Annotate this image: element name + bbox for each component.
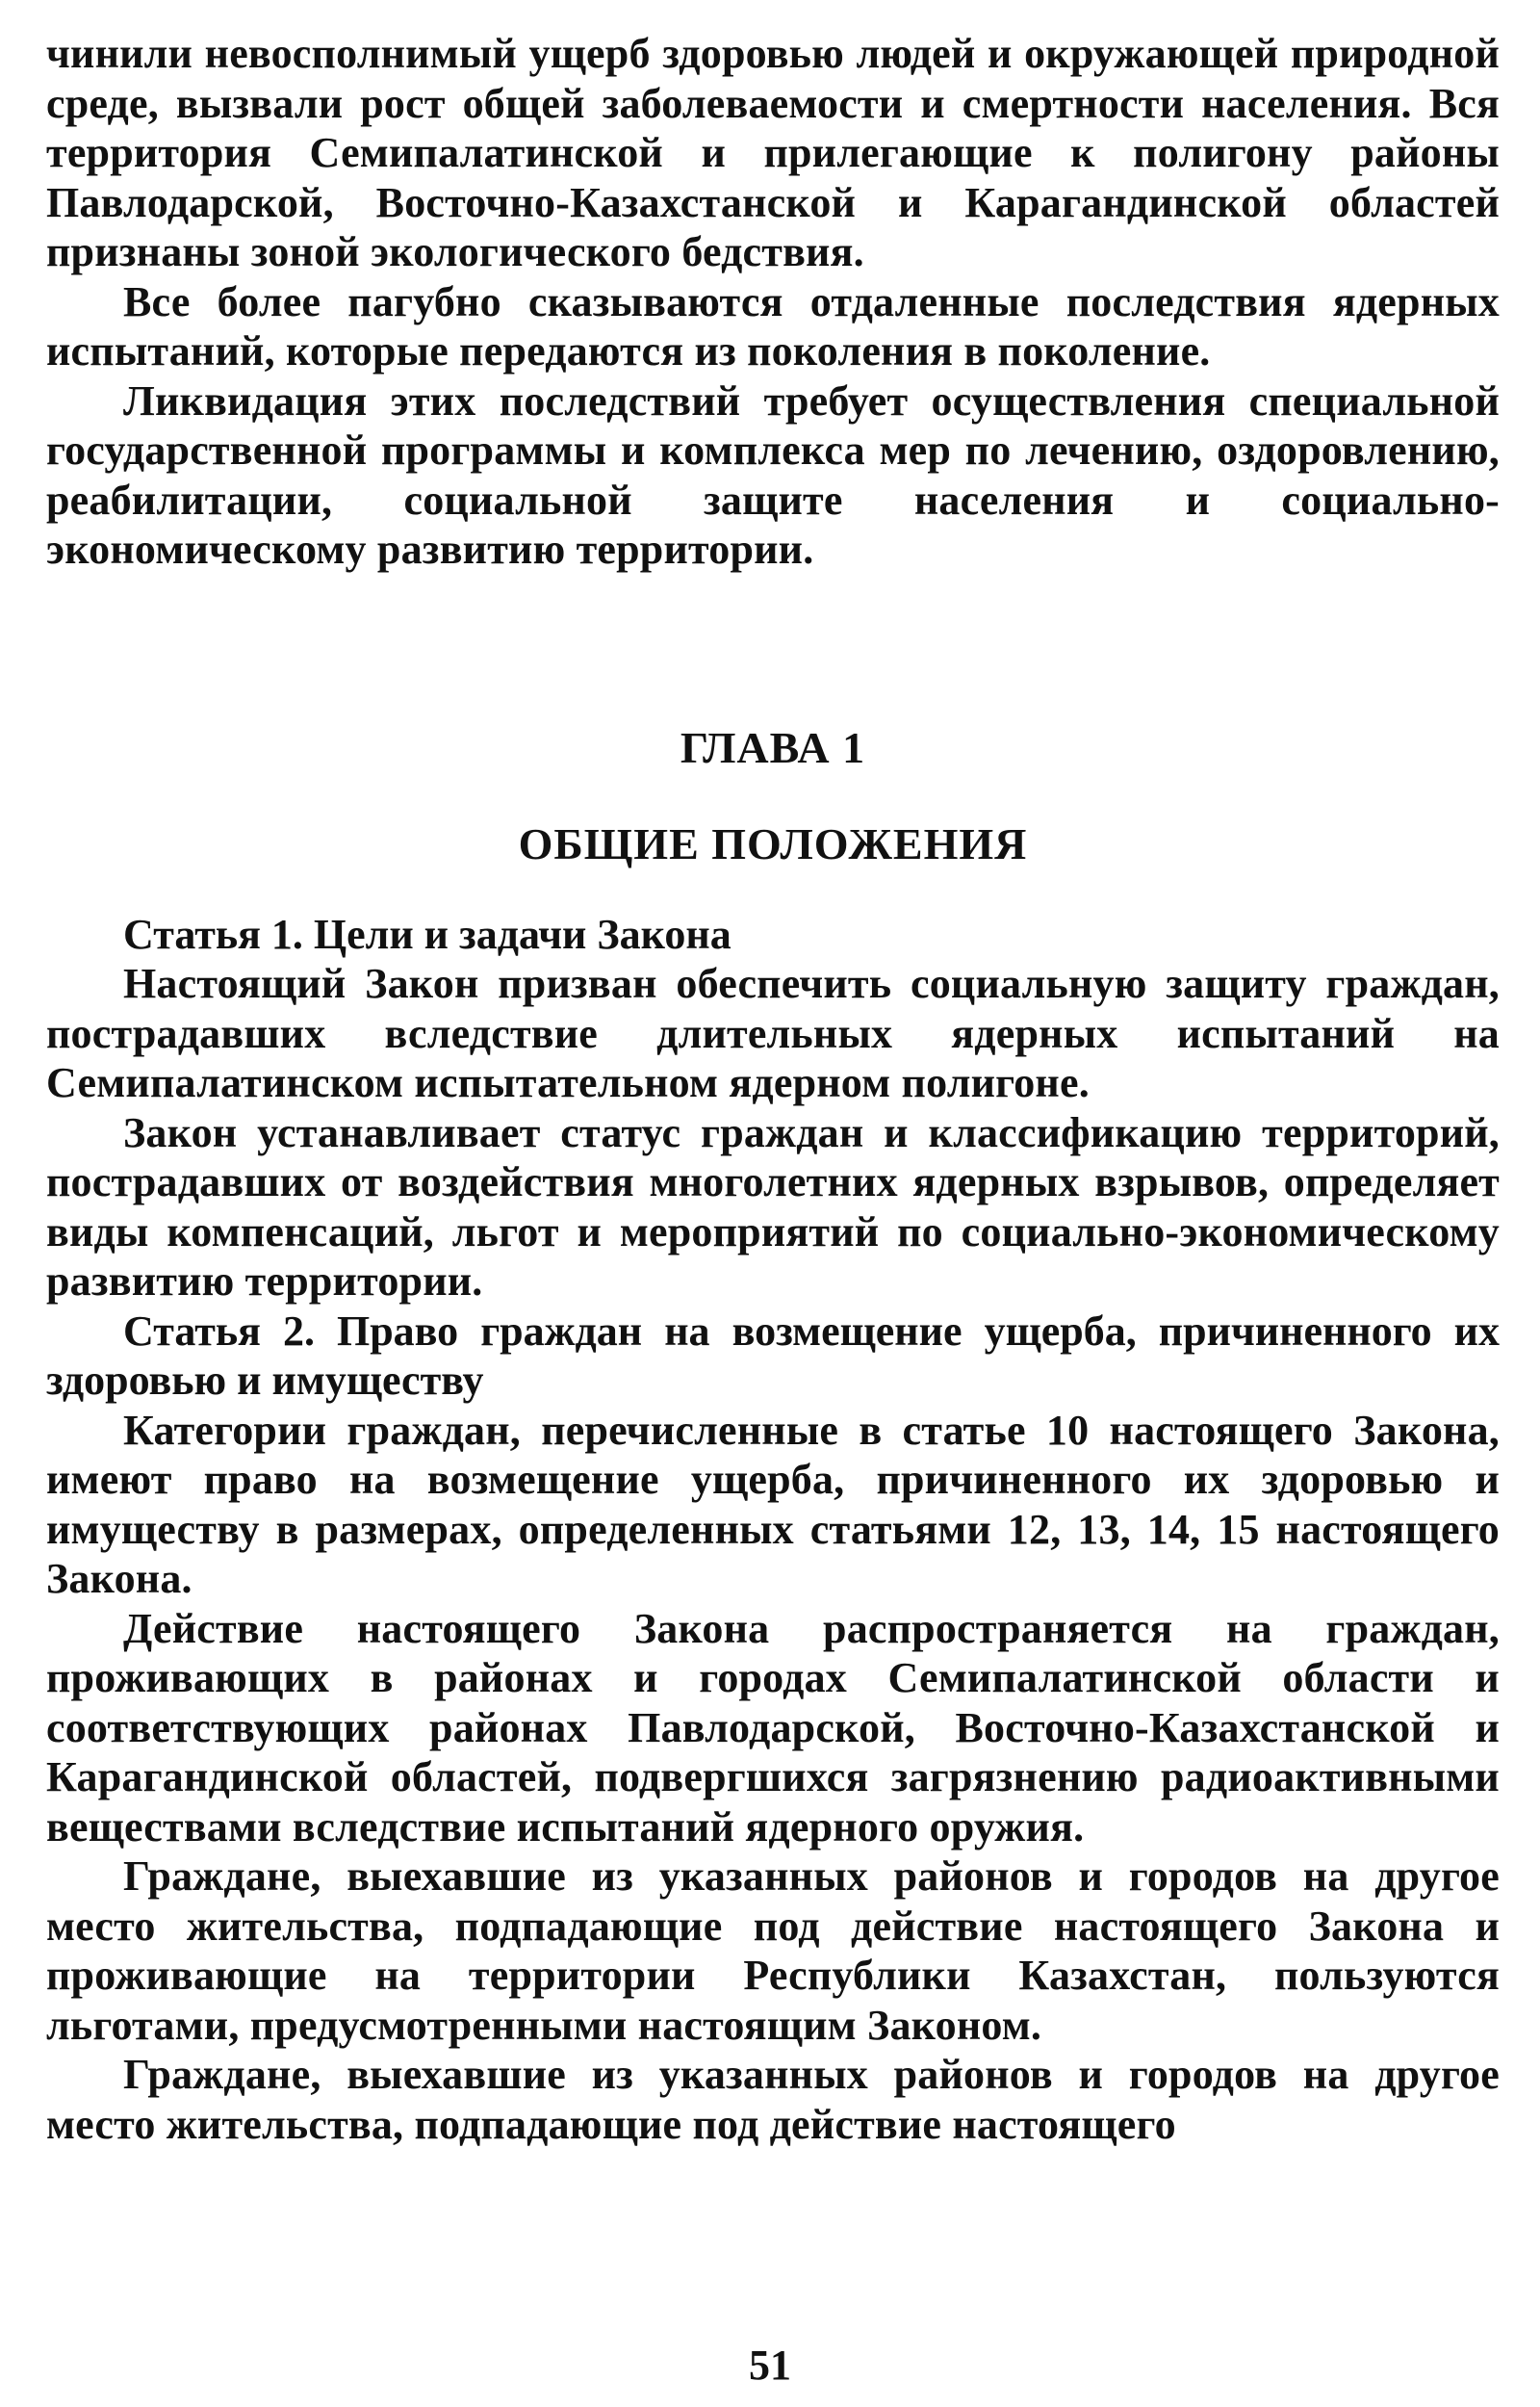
article-2-paragraph-4: Граждане, выехавшие из указанных районов и городов на другое место жительства, подпадающие под действие настоящего <box>46 2051 1500 2148</box>
intro-paragraph-1: чинили невосполнимый ущерб здоровью людей и окружающей природной среде, вызвали рост общей заболеваемости и смертности населения. Вся территория Семипалатинской и прилегающие к полигону районы Павлодарской, Восточно-Казахстанской и Карагандинской областей признаны зоной экологического бедствия. <box>46 30 1500 275</box>
article-2-paragraph-3: Граждане, выехавшие из указанных районов и городов на другое место жительства, подпадающие под действие настоящего Закона и проживающие на территории Республики Казахстан, пользуются льготами, предусмотренными настоящим Законом. <box>46 1852 1500 2049</box>
section-spacer <box>46 575 1500 719</box>
article-1-paragraph-2: Закон устанавливает статус граждан и классификацию территорий, пострадавших от воздействия многолетних ядерных взрывов, определяет виды компенсаций, льгот и мероприятий по социально-экономическому развитию территории. <box>46 1108 1500 1305</box>
article-2-heading: Статья 2. Право граждан на возмещение ущерба, причиненного их здоровью и имуществу <box>46 1307 1500 1404</box>
article-2-paragraph-2: Действие настоящего Закона распространяется на граждан, проживающих в районах и городах Семипалатинской области и соответствующих районах Павлодарской, Восточно-Казахстанской и Карагандинской областей, подвергшихся загрязнению радиоактивными веществами вследствие испытаний ядерного оружия. <box>46 1604 1500 1851</box>
intro-paragraph-2: Все более пагубно сказываются отдаленные последствия ядерных испытаний, которые передаются из поколения в поколение. <box>46 277 1500 375</box>
page-number: 51 <box>749 2342 791 2389</box>
article-1-paragraph-1: Настоящий Закон призван обеспечить социальную защиту граждан, пострадавших вследствие длительных ядерных испытаний на Семипалатинском испытательном ядерном полигоне. <box>46 960 1500 1106</box>
article-1-heading: Статья 1. Цели и задачи Закона <box>123 910 732 958</box>
article-2-paragraph-1: Категории граждан, перечисленные в статье 10 настоящего Закона, имеют право на возмещение ущерба, причиненного их здоровью и имуществу в размерах, определенных статьями 12, 13, 14, 15 настоящего Закона. <box>46 1406 1500 1602</box>
chapter-label: ГЛАВА 1 <box>680 722 866 772</box>
document-page <box>46 29 1500 2149</box>
intro-paragraph-3: Ликвидация этих последствий требует осуществления специальной государственной программы и комплекса мер по лечению, оздоровлению, реабилитации, социальной защите населения и социально-экономическому развитию территории. <box>46 376 1500 573</box>
chapter-title: ОБЩИЕ ПОЛОЖЕНИЯ <box>518 818 1028 868</box>
